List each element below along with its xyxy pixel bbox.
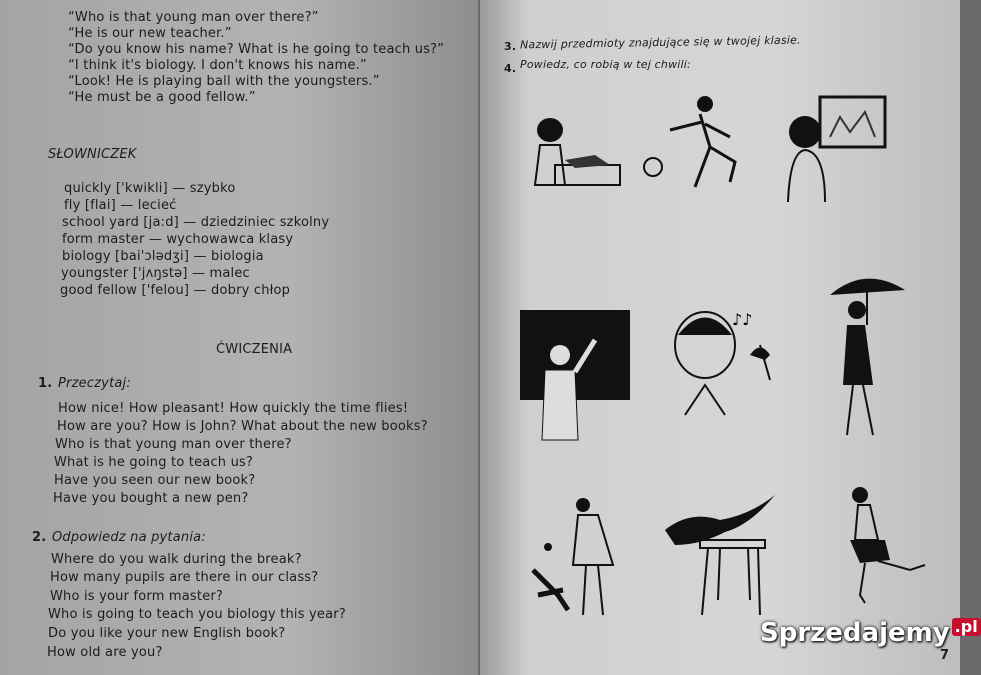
exercise-number: 3. — [504, 40, 517, 53]
girl-playing-with-dog-illustration — [528, 495, 628, 620]
glossary-item: biology [bai'ɔlədʒi] — biologia — [62, 249, 264, 264]
exercise-title: Powiedz, co robią w tej chwili: — [520, 58, 691, 71]
watermark-logo — [760, 618, 981, 648]
boy-singing-bird-illustration — [670, 300, 780, 420]
exercise-line: How are you? How is John? What about the new books? — [57, 419, 428, 434]
exercise-line: Who is going to teach you biology this year? — [48, 607, 346, 622]
teacher-at-blackboard-illustration — [520, 310, 630, 440]
exercises-title: ĆWICZENIA — [216, 342, 293, 357]
exercise-title: Odpowiedz na pytania: — [52, 530, 206, 545]
glossary-item: school yard [ja:d] — dziedziniec szkolny — [62, 215, 330, 230]
exercise-number: 2. — [32, 530, 47, 545]
exercise-title: Przeczytaj: — [58, 376, 131, 391]
left-page — [0, 0, 478, 675]
girl-looking-at-painting-illustration — [780, 92, 890, 202]
exercise-title: Nazwij przedmioty znajdujące się w twojej klasie. — [519, 33, 801, 52]
glossary-item: quickly ['kwikli] — szybko — [64, 181, 236, 196]
exercise-line: How old are you? — [47, 645, 163, 660]
glossary-item: fly [flai] — lecieć — [64, 198, 177, 213]
svg-text:♪♪: ♪♪ — [732, 310, 753, 329]
glossary-item: form master — wychowawca klasy — [62, 232, 294, 247]
exercise-line: Have you bought a new pen? — [53, 491, 249, 506]
exercise-line: How nice! How pleasant! How quickly the time flies! — [58, 401, 409, 416]
dialogue-line: “Who is that young man over there?” — [68, 10, 319, 25]
page-number: 7 — [940, 648, 950, 663]
exercise-line: Where do you walk during the break? — [51, 552, 302, 567]
dialogue-line: “Do you know his name? What is he going to teach us?” — [68, 42, 445, 57]
watermark-brand: Sprzedajemy — [760, 618, 950, 648]
glossary-item: youngster ['jʌŋstə] — malec — [61, 266, 250, 281]
exercise-line: Do you like your new English book? — [48, 626, 286, 641]
boy-playing-ball-illustration — [640, 92, 750, 197]
dialogue-line: “Look! He is playing ball with the youngsters.” — [68, 74, 380, 89]
dialogue-line: “He is our new teacher.” — [68, 26, 232, 41]
exercise-line: Who is your form master? — [50, 589, 224, 604]
exercise-line: What is he going to teach us? — [54, 455, 254, 470]
watermark-suffix: .pl — [952, 618, 981, 636]
dialogue-line: “He must be a good fellow.” — [68, 90, 256, 105]
cat-jumping-over-stool-illustration — [660, 490, 780, 620]
glossary-item: good fellow ['felou] — dobry chłop — [60, 283, 291, 298]
exercise-number: 1. — [38, 376, 53, 391]
exercise-line: How many pupils are there in our class? — [50, 570, 319, 585]
girl-reading-illustration — [515, 110, 620, 195]
glossary-title: SŁOWNICZEK — [48, 147, 137, 162]
right-page — [480, 0, 960, 675]
girl-running-illustration — [840, 485, 935, 610]
exercise-number: 4. — [504, 62, 517, 75]
woman-with-umbrella-illustration — [825, 265, 915, 440]
dialogue-line: “I think it's biology. I don't knows his name.” — [68, 58, 367, 73]
exercise-line: Have you seen our new book? — [54, 473, 256, 488]
exercise-line: Who is that young man over there? — [55, 437, 292, 452]
